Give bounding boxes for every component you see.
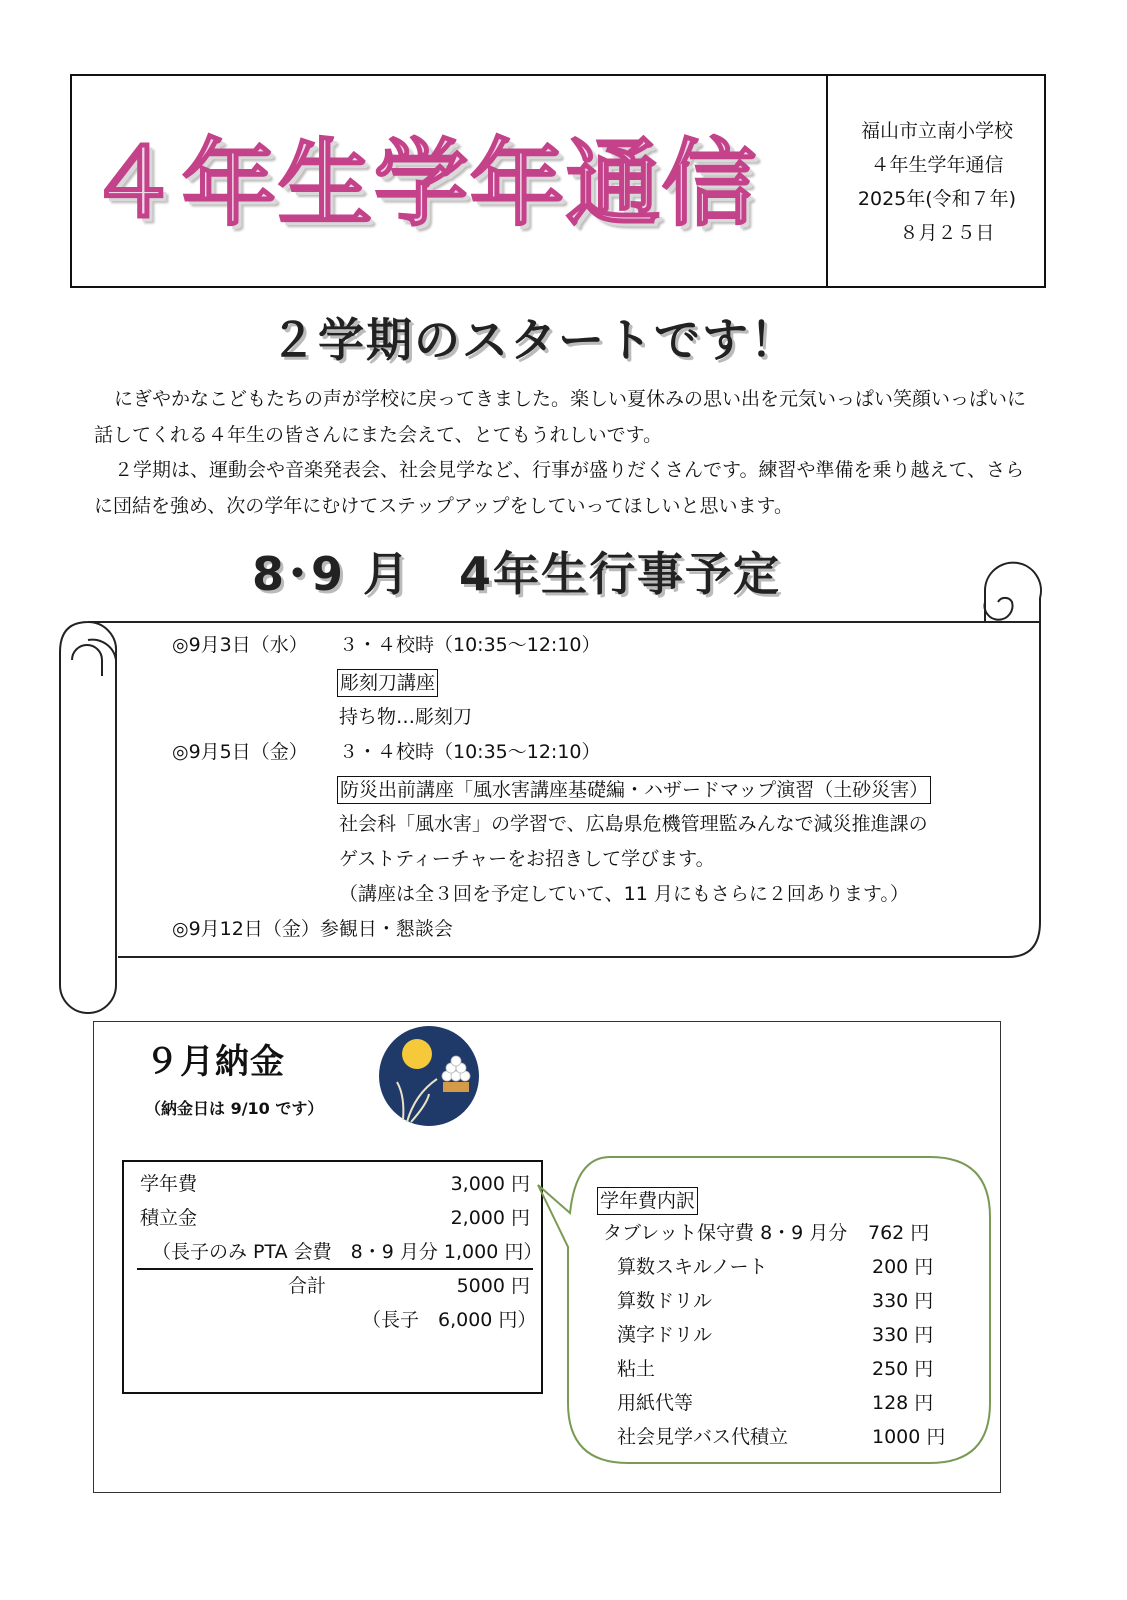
term-start-heading: ２学期のスタートです！ xyxy=(270,313,798,367)
intro-paragraph-2: ２学期は、運動会や音楽発表会、社会見学など、行事が盛りだくさんです。練習や準備を乗り越えて、さらに団結を強め、次の学年にむけてステップアップをしていってほしいと思います。 xyxy=(94,459,1025,517)
newsletter-title: ４年生学年通信 xyxy=(86,130,759,239)
breakdown-label-4: 漢字ドリル xyxy=(617,1324,713,1346)
breakdown-amount-1: 762 円 xyxy=(868,1222,930,1244)
event-2-date: ◎9月5日（金） xyxy=(172,741,308,763)
event-1-title-box xyxy=(337,666,438,701)
fee-due-note: （納金日は 9/10 です） xyxy=(145,1099,324,1118)
issue-name: ４年生学年通信 xyxy=(870,154,1004,176)
breakdown-amount-6: 128 円 xyxy=(872,1392,934,1414)
moon-viewing-icon xyxy=(377,1024,481,1128)
pta-fee-note: （長子のみ PTA 会費 8・9 月分 1,000 円） xyxy=(152,1241,543,1263)
school-name: 福山市立南小学校 xyxy=(860,120,1013,142)
breakdown-label-1: タブレット保守費 8・9 月分 xyxy=(603,1222,848,1244)
events-heading: 8･9 月 4年生行事予定 xyxy=(252,547,782,601)
breakdown-label-6: 用紙代等 xyxy=(617,1392,694,1414)
event-1-line-1: 持ち物…彫刻刀 xyxy=(339,706,473,728)
event-2-title-box xyxy=(337,773,931,808)
event-2-time: ３・４校時（10:35～12:10） xyxy=(339,741,601,763)
breakdown-label-3: 算数ドリル xyxy=(617,1290,713,1312)
event-1-title: 彫刻刀講座 xyxy=(337,669,438,697)
breakdown-label-2: 算数スキルノート xyxy=(617,1256,768,1278)
breakdown-title-box xyxy=(597,1184,698,1218)
breakdown-amount-2: 200 円 xyxy=(872,1256,934,1278)
fee-title: ９月納金 xyxy=(145,1042,285,1082)
breakdown-amount-3: 330 円 xyxy=(872,1290,934,1312)
intro-paragraph-1: にぎやかなこどもたちの声が学校に戻ってきました。楽しい夏休みの思い出を元気いっぱい笑顔いっぱいに話してくれる４年生の皆さんにまた会えて、とてもうれしいです。 xyxy=(94,388,1027,446)
breakdown-amount-7: 1000 円 xyxy=(872,1426,946,1448)
fee-row-label-2: 積立金 xyxy=(140,1207,198,1229)
event-1-time: ３・４校時（10:35～12:10） xyxy=(339,634,601,656)
breakdown-label-5: 粘土 xyxy=(617,1358,656,1380)
fee-eldest-note: （長子 6,000 円） xyxy=(362,1309,537,1331)
event-1-date: ◎9月3日（水） xyxy=(172,634,308,656)
event-2-line-3: （講座は全３回を予定していて、11 月にもさらに２回あります。） xyxy=(339,883,909,905)
event-3-date: ◎9月12日（金）参観日・懇談会 xyxy=(172,918,453,940)
issue-date: ８月２５日 xyxy=(899,222,995,244)
fee-total-amount: 5000 円 xyxy=(456,1275,530,1297)
event-2-line-1: 社会科「風水害」の学習で、広島県危機管理監みんなで減災推進課の xyxy=(339,813,928,835)
fee-total-label: 合計 xyxy=(288,1275,327,1297)
event-2-line-2: ゲストティーチャーをお招きして学びます。 xyxy=(339,848,715,870)
issue-year: 2025年(令和７年) xyxy=(857,188,1017,210)
event-2-title: 防災出前講座「風水害講座基礎編・ハザードマップ演習（土砂災害） xyxy=(337,776,931,804)
fee-row-amount-1: 3,000 円 xyxy=(450,1173,530,1195)
breakdown-amount-5: 250 円 xyxy=(872,1358,934,1380)
fee-row-label-1: 学年費 xyxy=(140,1173,198,1195)
fee-row-amount-2: 2,000 円 xyxy=(450,1207,530,1229)
breakdown-title: 学年費内訳 xyxy=(597,1187,698,1215)
breakdown-amount-4: 330 円 xyxy=(872,1324,934,1346)
breakdown-label-7: 社会見学バス代積立 xyxy=(617,1426,789,1448)
